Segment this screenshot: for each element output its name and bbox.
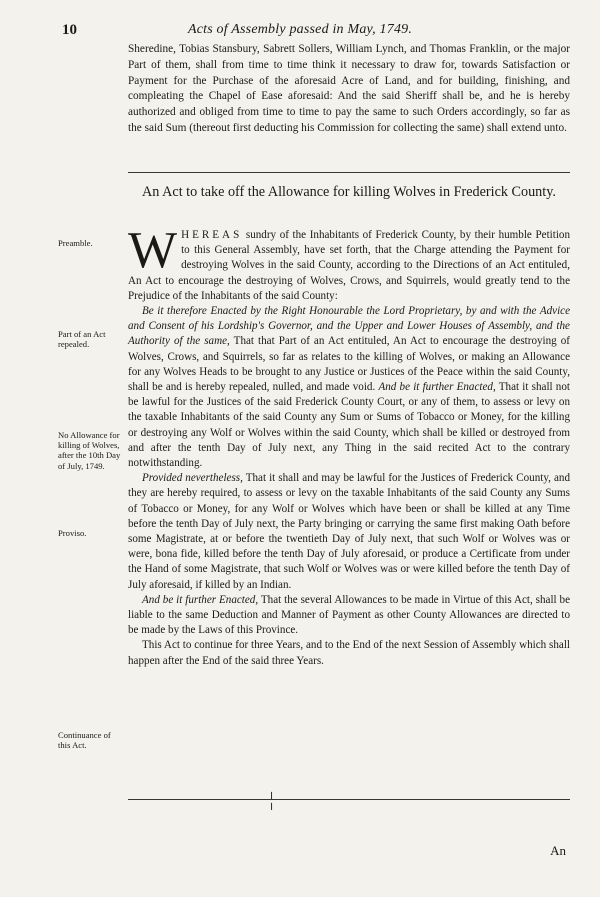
further-enacted-clause: And be it further Enacted, <box>378 381 496 394</box>
continuation-paragraph <box>128 42 570 137</box>
closing-ornament <box>128 785 570 825</box>
drop-cap: W <box>128 222 178 279</box>
proviso-paragraph <box>128 471 570 593</box>
allowance-paragraph <box>128 593 570 639</box>
running-head: Acts of Assembly passed in May, 1749. <box>187 22 413 37</box>
ornament-mark-top: ╷ <box>268 785 276 799</box>
closing-rule <box>128 799 570 800</box>
proviso-text: That it shall and may be lawful for the Justices of Frederick County, and they are hereby required, to assess or levy on the taxable Inhabitants of the said County any Sums of Tobacco or Money, for any Wolf or Wolves which have been or shall be killed at any Time before the tenth Day of July next, the Party bringing or carrying the same first making Oath before some Magistrate, at or before the twentieth Day of July next, that such Wolf or Wolves was or were, bona fide, killed before the tenth Day of July aforesaid, or produce a Certificate from under the Hand of some Magistrate, that such Wolf or Wolves was or were killed before the tenth Day of July aforesaid, if killed by an Indian. <box>128 472 570 591</box>
preamble-text: sundry of the Inhabitants of Frederick County, by their humble Petition to this General Assembly, have set forth, that the Charge attending the Payment for destroying Wolves in the said County, according to the Directions of an Act entituled, An Act to encourage the destroying of Wolves, Crows, and Squirrels, would greatly tend to the Prejudice of the Inhabitants of the said County: <box>128 229 570 302</box>
proviso-clause: Provided nevertheless, <box>142 472 243 485</box>
preamble-paragraph <box>128 222 570 304</box>
allowance-text: That the several Allowances to be made in Virtue of this Act, shall be liable to the same Deduction and Manner of Payment as other County Allowances are directed to be made by the Laws of this Province. <box>128 593 570 637</box>
margin-note-continuance: Continuance of this Act. <box>58 730 111 751</box>
act-body <box>128 222 571 669</box>
section-divider <box>128 172 570 173</box>
margin-note-proviso: Proviso. <box>58 528 87 538</box>
page-header <box>0 22 600 42</box>
page-number: 10 <box>62 22 77 38</box>
enacting-text: That that Part of an Act entituled, An Act to encourage the destroying of Wolves, Crows, and Squirrels, so far as relates to the killing of Wolves, or making an Allowance for any Wolves Heads to be brought to any Justice or Justices of the Peace within the said County, shall be and is hereby repealed, nulled, and made void. <box>128 335 571 394</box>
first-word: HEREAS <box>181 229 243 241</box>
further-enacted-text: That it shall not be lawful for the Justices of the said Frederick County Court, or any of them, to assess or levy on the taxable Inhabitants of the said County any Sum or Sums of Tobacco or Money, for the killing or destroying any Wolf or Wolves within the said County, which shall be killed or destroyed from and after the tenth Day of July next, any Thing in the said recited Act to the contrary notwithstanding. <box>128 381 570 470</box>
act-title: An Act to take off the Allowance for killing Wolves in Frederick County. <box>142 184 556 200</box>
margin-note-no-allowance: No Allowance for killing of Wolves, after the 10th Day of July, 1749. <box>58 430 121 471</box>
ornament-mark-bottom: ╵ <box>268 803 276 817</box>
enacting-paragraph <box>128 304 570 471</box>
margin-note-part-repealed: Part of an Act repealed. <box>58 329 106 350</box>
continuation-text: Sheredine, Tobias Stansbury, Sabrett Sollers, William Lynch, and Thomas Franklin, or the major Part of them, shall from time to time think it necessary to draw for, towards Satisfaction or Payment for the Purchase of the aforesaid Acre of Land, and for building, finishing, and compleating the Chapel of Ease aforesaid: And the said Sheriff shall be, and he is hereby authorized and obliged from time to time to pay the same to such Orders accordingly, so far as the said Sum (thereout first deducting his Commission for collecting the same) shall extend unto. <box>128 43 570 134</box>
allowance-clause: And be it further Enacted, <box>142 593 259 606</box>
continuance-paragraph: This Act to continue for three Years, and to the End of the next Session of Assembly which shall happen after the End of the said three Years. <box>128 639 570 667</box>
enacting-clause: Be it therefore Enacted by the Right Honourable the Lord Proprietary, by and with the Advice and Consent of his Lordship's Governor, and the Upper and Lower Houses of Assembly, and the Authority of the same, <box>128 305 570 348</box>
margin-note-preamble: Preamble. <box>58 238 93 248</box>
catchword: An <box>550 843 566 858</box>
